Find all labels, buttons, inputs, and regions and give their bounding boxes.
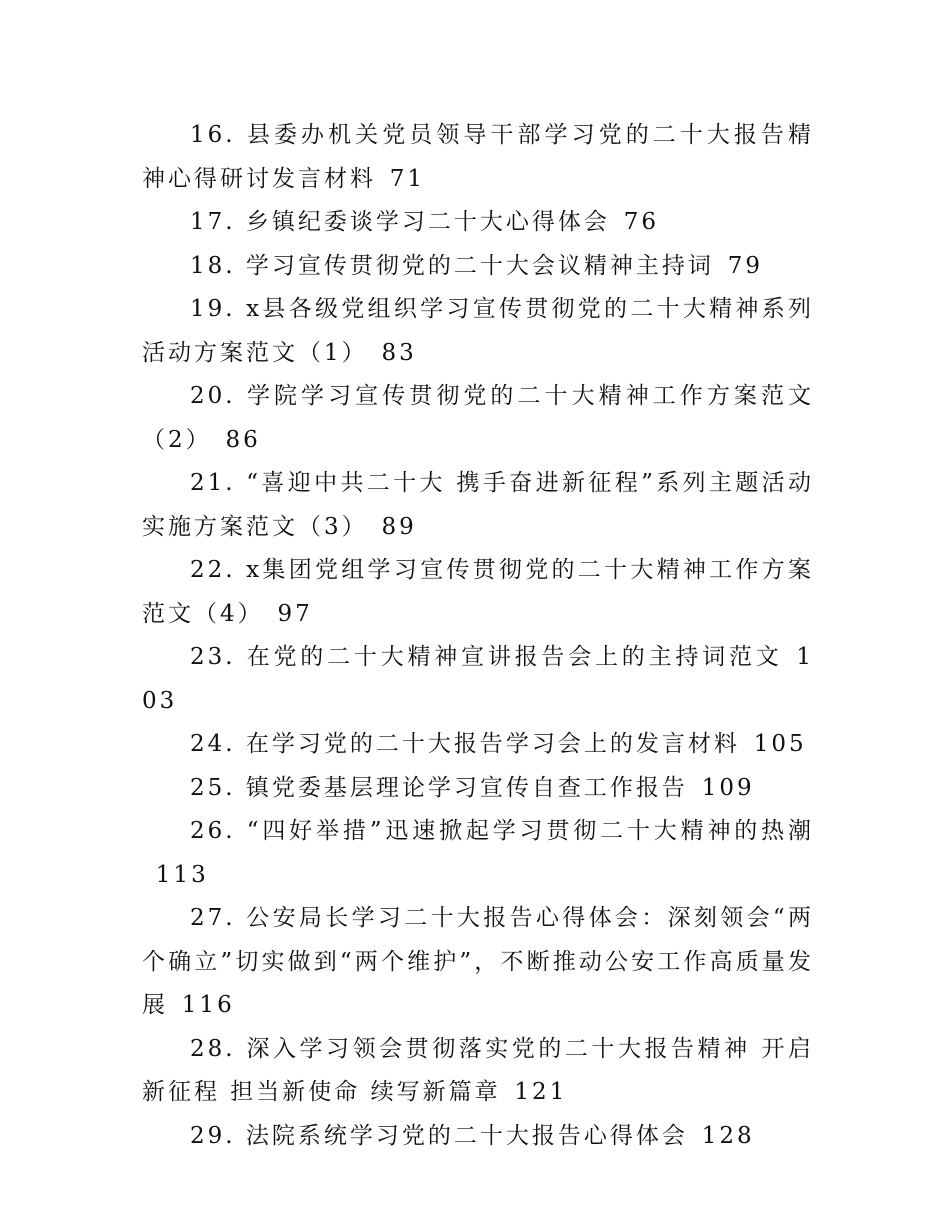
entry-page-number: 103 [142,644,815,714]
entry-title: 乡镇纪委谈学习二十大心得体会 [245,209,610,235]
entry-number: 21. [190,470,236,496]
entry-title: “喜迎中共二十大 携手奋进新征程”系列主题活动实施方案范文（3） [142,470,814,540]
toc-entry [142,288,814,375]
entry-page-number: 128 [701,1122,755,1149]
entry-page-number: 109 [701,774,755,801]
entry-title: 公安局长学习二十大报告心得体会：深刻领会“两个确立”切实做到“两个维护”，不断推动公安工作高质量发展 [142,905,815,1018]
entry-number: 28. [190,1035,236,1062]
entry-number: 24. [190,731,236,757]
entry-title: 镇党委基层理论学习宣传自查工作报告 [245,774,688,801]
toc-entry [142,114,814,201]
entry-number: 20. [190,383,236,409]
toc-entry [142,375,814,462]
entry-page-number: 79 [727,252,763,279]
entry-title: “四好举措”迅速掀起学习贯彻二十大精神的热潮 [246,818,814,844]
entry-page-number: 83 [381,339,417,366]
entry-number: 26. [190,818,236,844]
entry-page-number: 121 [514,1079,568,1105]
entry-number: 25. [190,774,236,801]
toc-entry [142,1028,814,1115]
entry-title: 学习宣传贯彻党的二十大会议精神主持词 [245,252,714,279]
table-of-contents [142,114,814,1158]
entry-page-number: 113 [155,861,209,888]
entry-number: 23. [190,644,236,670]
entry-title: x县各级党组织学习宣传贯彻党的二十大精神系列活动方案范文（1） [142,296,814,366]
toc-entry [142,723,814,767]
entry-title: 在党的二十大精神宣讲报告会上的主持词范文 [246,644,783,670]
entry-number: 29. [190,1122,236,1149]
toc-entry [142,201,814,245]
entry-page-number: 105 [753,731,807,757]
toc-entry [142,636,814,723]
toc-entry [142,462,814,549]
entry-page-number: 97 [277,600,313,627]
toc-entry [142,897,814,1028]
entry-number: 16. [190,122,236,148]
entry-page-number: 71 [389,165,426,192]
entry-title: 法院系统学习党的二十大报告心得体会 [245,1122,688,1149]
toc-entry [142,1115,814,1159]
toc-entry [142,810,814,897]
entry-number: 22. [190,557,236,583]
entry-number: 19. [190,296,236,322]
entry-number: 18. [190,252,236,279]
entry-page-number: 116 [181,992,235,1018]
entry-title: x集团党组学习宣传贯彻党的二十大精神工作方案范文（4） [142,557,814,627]
entry-title: 在学习党的二十大报告学习会上的发言材料 [245,731,740,757]
toc-entry [142,245,814,289]
entry-title: 深入学习领会贯彻落实党的二十大报告精神 开启新征程 担当新使命 续写新篇章 [142,1035,815,1105]
toc-entry [142,767,814,811]
entry-number: 27. [190,905,236,931]
entry-page-number: 76 [623,209,659,235]
entry-page-number: 89 [381,513,417,540]
entry-title: 学院学习宣传贯彻党的二十大精神工作方案范文（2） [142,383,815,453]
toc-entry [142,549,814,636]
entry-page-number: 86 [225,426,261,453]
entry-title: 县委办机关党员领导干部学习党的二十大报告精神心得研讨发言材料 [142,122,815,192]
entry-number: 17. [190,209,236,235]
